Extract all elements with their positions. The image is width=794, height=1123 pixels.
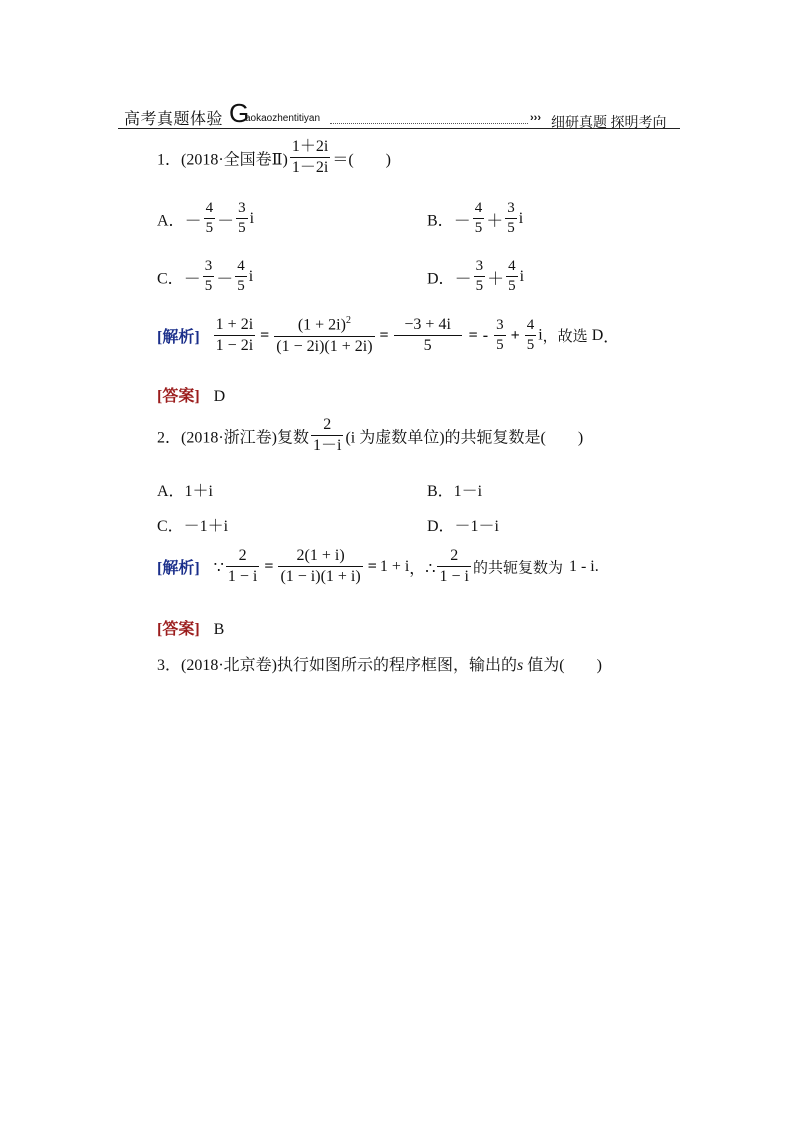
frac-num: 3 <box>507 200 515 216</box>
analysis-fraction <box>274 315 374 356</box>
q1-answer <box>157 383 225 406</box>
analysis-tail: 的共轭复数为 <box>472 558 563 577</box>
answer-value: B <box>213 621 225 638</box>
frac-den: 5 <box>237 278 245 295</box>
header-dotted-leader <box>330 123 528 124</box>
frac-den: 5 <box>508 278 516 295</box>
q1-stem <box>157 138 391 178</box>
analysis-fraction <box>437 547 470 587</box>
header-logo-letter: G <box>229 98 250 128</box>
analysis-tag: [解析] <box>157 560 200 578</box>
option-i: i <box>249 209 255 227</box>
frac-num: −3 + 4i <box>404 315 451 333</box>
q3-stem-prefix: 3．(2018·北京卷)执行如图所示的程序框图，输出的 <box>157 657 517 674</box>
frac-num-exponent: 2 <box>345 315 351 326</box>
option-fraction <box>474 258 486 296</box>
frac-num: 2 <box>450 547 459 564</box>
answer-tag: [答案] <box>157 388 200 405</box>
q2-stem-suffix: (i 为虚数单位)的共轭复数是( ) <box>345 429 584 447</box>
option-sign: － <box>217 211 235 231</box>
frac-den: 5 <box>204 278 213 295</box>
header-pinyin: aokaozhentitiyan <box>245 113 321 124</box>
q1-stem-prefix: 1．(2018·全国卷Ⅱ) <box>157 151 288 169</box>
option-fraction <box>203 258 215 296</box>
answer-tag: [答案] <box>157 621 200 638</box>
option-sign: － <box>184 211 202 231</box>
frac-num <box>296 315 353 336</box>
analysis-i: i <box>538 326 543 344</box>
q1-option-d <box>427 258 524 296</box>
equals-sign: = <box>367 557 377 575</box>
frac-den: 5 <box>474 220 483 237</box>
q1-frac-den: 1－2i <box>291 159 329 177</box>
option-label: C． <box>157 270 184 288</box>
equals-sign: = <box>264 557 274 575</box>
analysis-choice: D <box>591 326 604 344</box>
frac-den: 1 − i <box>227 568 258 586</box>
option-fraction <box>506 258 518 296</box>
frac-num-base: (1 + 2i) <box>297 316 346 334</box>
q3-stem-suffix: 值为( ) <box>523 657 602 674</box>
header-title: 高考真题体验 <box>124 111 224 128</box>
q2-option-d: D．－1－i <box>427 518 500 535</box>
option-label: D． <box>427 270 455 288</box>
analysis-fraction <box>214 316 255 356</box>
because-symbol: ∵ <box>213 557 224 577</box>
analysis-fraction <box>494 317 506 355</box>
frac-den: 5 <box>475 278 484 295</box>
frac-num: 2 <box>238 547 247 564</box>
q2-option-a: A．1＋i <box>157 483 214 500</box>
option-fraction <box>236 200 248 238</box>
header-slogan: 细研真题 探明考向 <box>551 116 667 131</box>
frac-den: 5 <box>205 220 214 237</box>
frac-den: 1－i <box>313 437 342 455</box>
plus-sign: + <box>510 326 520 344</box>
frac-den: 1 − i <box>439 568 469 586</box>
q1-stem-fraction <box>290 138 330 178</box>
option-sign: ＋ <box>487 269 505 289</box>
analysis-end: ． <box>603 329 620 347</box>
equals-sign: = <box>379 326 389 344</box>
frac-num: 4 <box>237 258 245 274</box>
frac-num: 2 <box>323 416 332 433</box>
q2-option-b: B．1－i <box>427 483 483 500</box>
header-arrows-icon: ››› <box>530 112 541 124</box>
frac-den: (1 − i)(1 + i) <box>280 568 361 586</box>
q2-answer <box>157 616 224 639</box>
q2-option-c: C．－1＋i <box>157 518 229 535</box>
q2-stem-fraction <box>311 416 343 456</box>
frac-den: 1 − 2i <box>215 337 254 355</box>
option-sign: － <box>453 211 471 231</box>
analysis-fraction <box>525 317 537 355</box>
option-label: B． <box>427 212 454 230</box>
frac-den: 5 <box>526 337 535 354</box>
option-fraction <box>505 200 517 238</box>
q1-option-a <box>157 200 254 238</box>
q1-analysis <box>157 315 619 356</box>
option-sign: ＋ <box>486 211 504 231</box>
frac-den: (1 − 2i)(1 + 2i) <box>276 337 373 355</box>
q1-option-b <box>427 200 523 238</box>
frac-num: 4 <box>526 316 535 333</box>
option-i: i <box>519 267 525 285</box>
option-i: i <box>518 209 524 227</box>
q3-variable: s <box>517 657 524 674</box>
q2-stem <box>157 416 583 456</box>
q2-analysis <box>157 547 599 587</box>
option-sign: － <box>183 269 201 289</box>
option-label: A． <box>157 212 185 230</box>
therefore-symbol: ，∴ <box>409 558 436 578</box>
header-rule <box>118 128 680 129</box>
frac-num: 3 <box>238 200 246 216</box>
minus-sign: - <box>482 326 489 344</box>
option-fraction <box>204 200 216 238</box>
analysis-fraction <box>278 547 362 587</box>
analysis-result: 1 + i <box>379 557 410 575</box>
frac-num: 4 <box>205 200 214 216</box>
frac-num: 3 <box>204 258 213 274</box>
answer-value: D <box>213 388 226 405</box>
option-sign: － <box>216 269 234 289</box>
analysis-fraction <box>394 316 462 356</box>
frac-num: 4 <box>474 200 483 216</box>
q3-stem <box>157 652 602 675</box>
q2-stem-prefix: 2．(2018·浙江卷)复数 <box>157 429 309 447</box>
analysis-tail: ，故选 <box>542 327 588 346</box>
q1-option-c <box>157 258 253 296</box>
frac-den: 5 <box>507 220 515 237</box>
analysis-fraction <box>226 547 259 587</box>
frac-num: 4 <box>508 258 516 274</box>
frac-num: 2(1 + i) <box>296 547 345 564</box>
equals-sign: = <box>468 326 478 344</box>
analysis-conjugate: 1 - i. <box>568 557 599 575</box>
option-sign: － <box>454 269 472 289</box>
q1-frac-num: 1＋2i <box>291 138 329 155</box>
option-fraction <box>473 200 485 238</box>
frac-den: 5 <box>496 337 504 354</box>
analysis-tag: [解析] <box>157 329 200 347</box>
option-i: i <box>248 267 254 285</box>
option-fraction <box>235 258 247 296</box>
q1-stem-suffix: ＝( ) <box>332 151 391 169</box>
frac-num: 3 <box>496 316 504 333</box>
frac-den: 5 <box>238 220 246 237</box>
frac-den: 5 <box>394 335 462 355</box>
equals-sign: = <box>260 326 270 344</box>
frac-num: 1 + 2i <box>215 315 254 333</box>
frac-num: 3 <box>475 258 484 274</box>
